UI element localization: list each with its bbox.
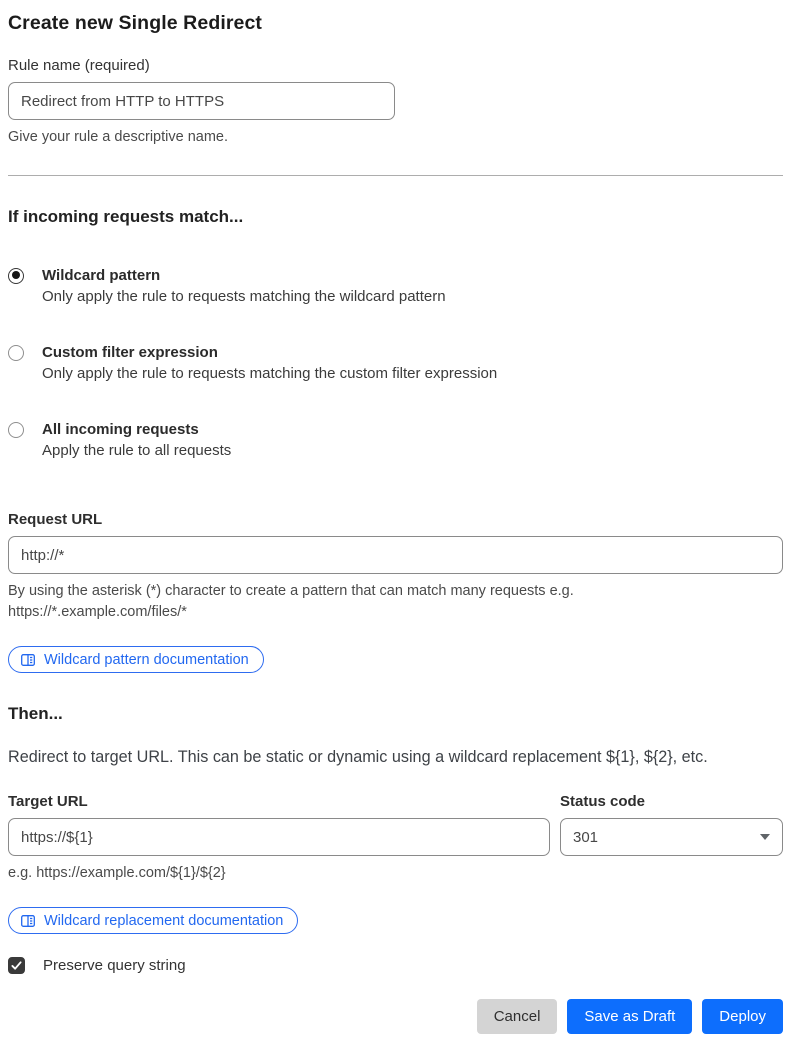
wildcard-replacement-docs-button[interactable] bbox=[8, 907, 298, 934]
radio-button-icon[interactable] bbox=[8, 268, 24, 284]
status-code-label: Status code bbox=[560, 793, 646, 810]
open-book-icon bbox=[20, 652, 36, 668]
radio-option-wildcard-pattern bbox=[8, 267, 783, 305]
radio-option-custom-filter bbox=[8, 344, 783, 382]
radio-button-icon[interactable] bbox=[8, 422, 24, 438]
status-code-field bbox=[560, 793, 783, 884]
chevron-down-icon bbox=[760, 834, 770, 840]
target-status-row bbox=[8, 793, 783, 884]
footer-actions bbox=[8, 999, 783, 1034]
preserve-query-label: Preserve query string bbox=[43, 957, 186, 974]
deploy-button[interactable]: Deploy bbox=[702, 999, 783, 1034]
radio-description: Only apply the rule to requests matching the custom filter expression bbox=[42, 365, 498, 382]
match-section-heading: If incoming requests match... bbox=[8, 207, 244, 226]
radio-custom-filter[interactable] bbox=[8, 344, 783, 361]
section-divider bbox=[8, 175, 783, 176]
preserve-query-row[interactable] bbox=[8, 957, 783, 974]
radio-button-icon[interactable] bbox=[8, 345, 24, 361]
request-url-help bbox=[8, 581, 783, 623]
rule-name-help: Give your rule a descriptive name. bbox=[8, 129, 229, 145]
match-type-radio-group bbox=[8, 267, 783, 459]
request-url-help-line1: By using the asterisk (*) character to create a pattern that can match many requests e.g. bbox=[8, 583, 574, 599]
rule-name-label: Rule name (required) bbox=[8, 57, 150, 74]
page-title: Create new Single Redirect bbox=[8, 12, 263, 34]
button-label: Wildcard replacement documentation bbox=[44, 912, 284, 929]
radio-all-requests[interactable] bbox=[8, 421, 783, 438]
radio-description: Apply the rule to all requests bbox=[42, 442, 232, 459]
then-description: Redirect to target URL. This can be static or dynamic using a wildcard replacement ${1}, ${2}, etc. bbox=[8, 748, 708, 766]
wildcard-pattern-docs-button[interactable] bbox=[8, 646, 264, 673]
button-label: Wildcard pattern documentation bbox=[44, 651, 249, 668]
status-code-value: 301 bbox=[573, 828, 599, 846]
request-url-field bbox=[8, 511, 783, 623]
then-section-heading: Then... bbox=[8, 704, 63, 723]
rule-name-input[interactable] bbox=[8, 82, 395, 120]
target-url-label: Target URL bbox=[8, 793, 88, 810]
radio-description: Only apply the rule to requests matching the wildcard pattern bbox=[42, 288, 446, 305]
rule-name-field bbox=[8, 57, 783, 148]
radio-option-all-requests bbox=[8, 421, 783, 459]
request-url-help-line2: https://*.example.com/files/* bbox=[8, 604, 187, 620]
radio-label: All incoming requests bbox=[42, 421, 199, 438]
request-url-input[interactable] bbox=[8, 536, 783, 574]
checkbox-icon[interactable] bbox=[8, 957, 25, 974]
status-code-select[interactable] bbox=[560, 818, 783, 856]
target-url-help: e.g. https://example.com/${1}/${2} bbox=[8, 865, 226, 881]
target-url-input[interactable] bbox=[8, 818, 550, 856]
radio-wildcard-pattern[interactable] bbox=[8, 267, 783, 284]
create-single-redirect-form bbox=[8, 12, 783, 1034]
radio-label: Wildcard pattern bbox=[42, 267, 161, 284]
request-url-label: Request URL bbox=[8, 511, 103, 528]
open-book-icon bbox=[20, 913, 36, 929]
save-as-draft-button[interactable]: Save as Draft bbox=[567, 999, 692, 1034]
target-url-field bbox=[8, 793, 550, 884]
cancel-button[interactable]: Cancel bbox=[477, 999, 558, 1034]
radio-label: Custom filter expression bbox=[42, 344, 218, 361]
